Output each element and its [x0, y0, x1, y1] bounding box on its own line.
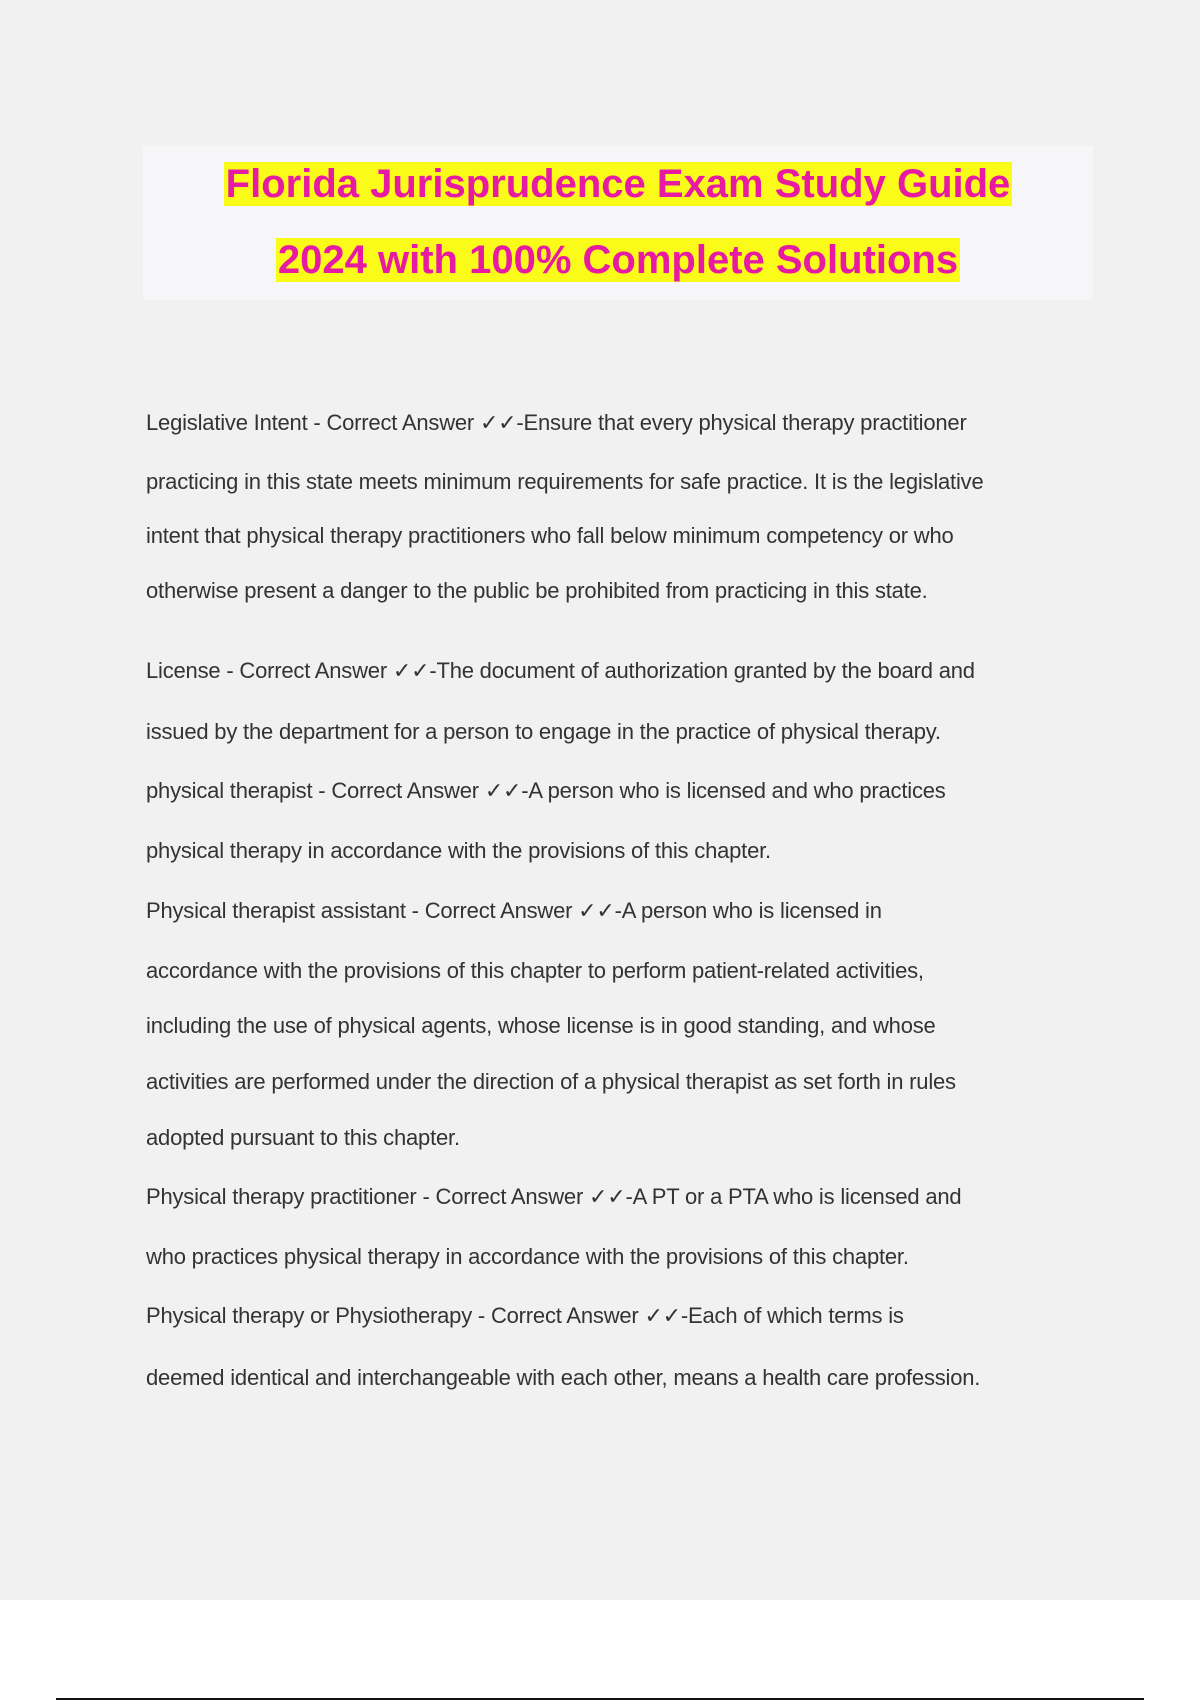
body-line: Physical therapist assistant - Correct Answer ✓✓-A person who is licensed in: [146, 898, 882, 923]
body-line: adopted pursuant to this chapter.: [146, 1125, 460, 1150]
body-line: issued by the department for a person to engage in the practice of physical therapy.: [146, 719, 941, 744]
body-line: deemed identical and interchangeable with each other, means a health care profession.: [146, 1365, 981, 1390]
page-footer: [0, 1600, 1200, 1700]
title-line-2: [143, 222, 1093, 298]
body-line: who practices physical therapy in accordance with the provisions of this chapter.: [146, 1244, 909, 1269]
body-line: activities are performed under the direction of a physical therapist as set forth in rules: [146, 1069, 956, 1094]
body-line: otherwise present a danger to the public be prohibited from practicing in this state.: [146, 578, 928, 603]
body-line: Physical therapy practitioner - Correct Answer ✓✓-A PT or a PTA who is licensed and: [146, 1184, 962, 1209]
body-line: intent that physical therapy practitioners who fall below minimum competency or who: [146, 523, 954, 548]
body-line: practicing in this state meets minimum requirements for safe practice. It is the legislative: [146, 469, 984, 494]
body-line: physical therapist - Correct Answer ✓✓-A person who is licensed and who practices: [146, 778, 946, 803]
body-line: License - Correct Answer ✓✓-The document of authorization granted by the board and: [146, 658, 975, 683]
body-line: physical therapy in accordance with the provisions of this chapter.: [146, 838, 771, 863]
title-line-1: [143, 146, 1093, 222]
body-line: including the use of physical agents, whose license is in good standing, and whose: [146, 1013, 936, 1038]
title-block: [143, 146, 1093, 300]
title-line-1-text: Florida Jurisprudence Exam Study Guide: [225, 162, 1011, 206]
body-line: Legislative Intent - Correct Answer ✓✓-Ensure that every physical therapy practitioner: [146, 410, 967, 435]
body-line: accordance with the provisions of this chapter to perform patient-related activities,: [146, 958, 924, 983]
body-line: Physical therapy or Physiotherapy - Correct Answer ✓✓-Each of which terms is: [146, 1303, 904, 1328]
title-line-2-text: 2024 with 100% Complete Solutions: [277, 238, 959, 282]
